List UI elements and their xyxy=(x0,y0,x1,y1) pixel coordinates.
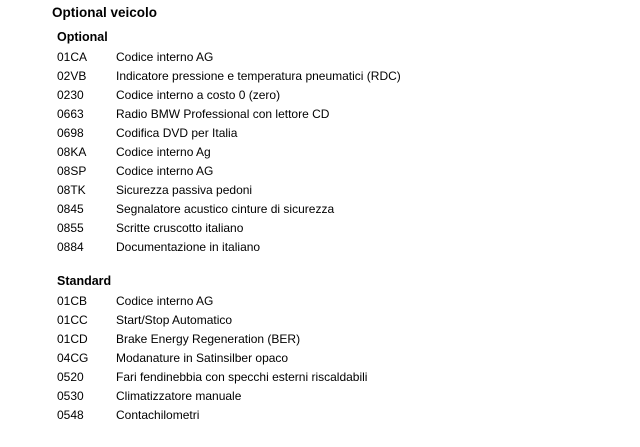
option-description: Sicurezza passiva pedoni xyxy=(116,183,253,197)
option-code: 08SP xyxy=(57,164,87,178)
option-description: Codice interno Ag xyxy=(116,145,211,159)
standard-list xyxy=(57,292,617,425)
list-item xyxy=(57,86,617,105)
standard-section xyxy=(57,273,617,425)
option-description: Codice interno a costo 0 (zero) xyxy=(116,88,281,102)
option-code: 01CC xyxy=(57,313,88,327)
option-description: Start/Stop Automatico xyxy=(116,313,233,327)
option-description: Codifica DVD per Italia xyxy=(116,126,238,140)
option-code: 0663 xyxy=(57,107,84,121)
option-description: Brake Energy Regeneration (BER) xyxy=(116,332,301,346)
list-item xyxy=(57,124,617,143)
list-item xyxy=(57,162,617,181)
option-description: Fari fendinebbia con specchi esterni riscaldabili xyxy=(116,370,368,384)
standard-heading: Standard xyxy=(57,274,112,288)
list-item xyxy=(57,330,617,349)
option-description: Radio BMW Professional con lettore CD xyxy=(116,107,330,121)
list-item xyxy=(57,368,617,387)
option-code: 01CD xyxy=(57,332,88,346)
option-code: 0230 xyxy=(57,88,84,102)
option-code: 0845 xyxy=(57,202,84,216)
option-code: 0520 xyxy=(57,370,84,384)
option-code: 01CA xyxy=(57,50,88,64)
option-code: 0530 xyxy=(57,389,84,403)
list-item xyxy=(57,143,617,162)
list-item xyxy=(57,238,617,257)
list-item xyxy=(57,219,617,238)
option-code: 04CG xyxy=(57,351,89,365)
option-description: Codice interno AG xyxy=(116,294,214,308)
option-code: 08TK xyxy=(57,183,86,197)
option-description: Codice interno AG xyxy=(116,164,214,178)
list-item xyxy=(57,311,617,330)
list-item xyxy=(57,67,617,86)
list-item xyxy=(57,105,617,124)
optional-section xyxy=(57,29,617,257)
option-description: Documentazione in italiano xyxy=(116,240,261,254)
list-item xyxy=(57,387,617,406)
option-code: 08KA xyxy=(57,145,87,159)
optional-heading: Optional xyxy=(57,30,108,44)
option-description: Contachilometri xyxy=(116,408,200,422)
option-code: 02VB xyxy=(57,69,87,83)
list-item xyxy=(57,406,617,425)
option-description: Scritte cruscotto italiano xyxy=(116,221,244,235)
option-description: Segnalatore acustico cinture di sicurezza xyxy=(116,202,335,216)
list-item xyxy=(57,292,617,311)
list-item xyxy=(57,349,617,368)
document-title: Optional veicolo xyxy=(52,5,158,20)
list-item xyxy=(57,48,617,67)
option-code: 0548 xyxy=(57,408,84,422)
option-code: 0884 xyxy=(57,240,84,254)
option-description: Indicatore pressione e temperatura pneumatici (RDC) xyxy=(116,69,401,83)
option-code: 0698 xyxy=(57,126,84,140)
option-code: 01CB xyxy=(57,294,88,308)
option-code: 0855 xyxy=(57,221,84,235)
option-description: Modanature in Satinsilber opaco xyxy=(116,351,289,365)
optional-list xyxy=(57,48,617,257)
option-description: Climatizzatore manuale xyxy=(116,389,242,403)
list-item xyxy=(57,181,617,200)
option-description: Codice interno AG xyxy=(116,50,214,64)
list-item xyxy=(57,200,617,219)
